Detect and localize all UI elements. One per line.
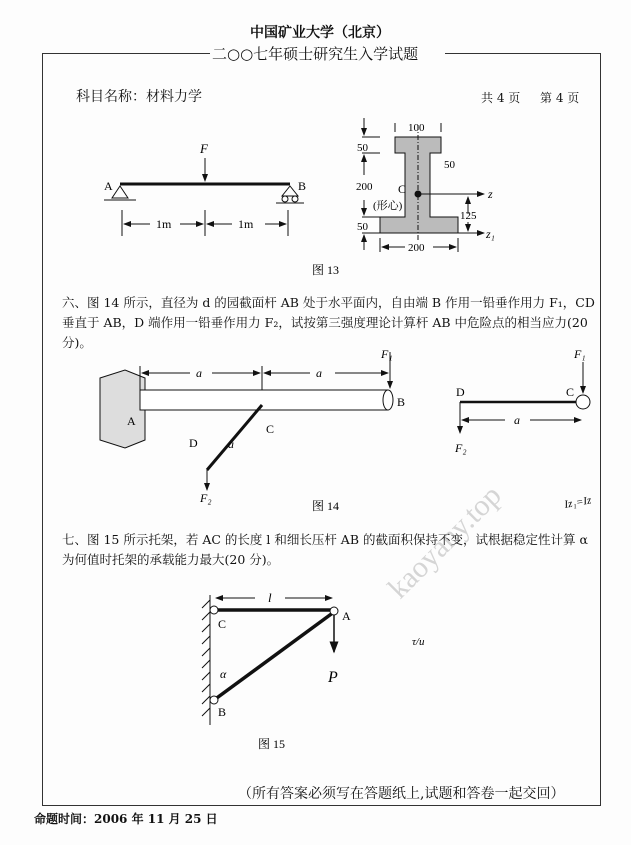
dim-200-height: 200 (356, 181, 373, 193)
dim-a-3: a (228, 437, 234, 451)
page-count: 共 4 页 (481, 91, 521, 105)
label-C: C (266, 422, 275, 436)
dim-50-bottom: 50 (357, 221, 368, 233)
dim-200-width: 200 (408, 242, 425, 254)
label-A: A (342, 609, 351, 623)
label-F2-right: F₂ (455, 441, 467, 455)
axis-z1: z₁ (486, 227, 495, 241)
label-F1: F₁ (381, 347, 393, 361)
dim-l: l (268, 590, 272, 605)
dim-125: 125 (460, 210, 477, 222)
exam-title: 二○○七年硕士研究生入学试题 (212, 45, 419, 63)
dim-50-top: 50 (357, 142, 368, 154)
label-C-right: C (566, 385, 575, 399)
figure-13-caption: 图 13 (312, 263, 340, 277)
dim-a-2: a (316, 366, 322, 380)
figure-15-caption: 图 15 (258, 737, 286, 751)
dim-100: 100 (408, 122, 425, 134)
dim-a-4: a (514, 413, 520, 427)
university-name: 中国矿业大学（北京） (250, 25, 390, 41)
dim-50-web: 50 (444, 159, 455, 171)
label-F1-right: F₁ (574, 347, 586, 361)
figure-13-i-section (362, 118, 484, 252)
dim-1m-left: 1m (156, 217, 172, 231)
label-alpha: α (220, 667, 227, 681)
watermark: kaoyany.top (381, 478, 508, 605)
label-B: B (298, 179, 307, 193)
label-B: B (397, 395, 406, 409)
label-A: A (127, 414, 136, 428)
question-7: 七、图 15 所示托架，若 AC 的长度 l 和细长压杆 AB 的截面积保持不变，试根据稳定性计算 α 为何值时托架的承载能力最大(20 分)。 (62, 532, 588, 567)
dim-1m-right: 1m (238, 217, 254, 231)
axis-z: z (488, 187, 493, 201)
label-D: D (189, 436, 198, 450)
handwritten-note-2: τ/u (412, 636, 425, 648)
centroid-label: (形心) (373, 200, 403, 212)
subject-label: 科目名称：材料力学 (76, 89, 202, 105)
label-C-centroid: C (398, 182, 407, 196)
handwritten-note-1: Iz₁=Iz (563, 494, 593, 511)
exam-date: 命题时间：2006 年 11 月 25 日 (34, 812, 218, 826)
label-A: A (104, 179, 113, 193)
label-D-right: D (456, 385, 465, 399)
dim-a-1: a (196, 366, 202, 380)
label-F2: F₂ (200, 491, 212, 505)
label-C: C (218, 617, 227, 631)
label-P: P (328, 669, 338, 686)
question-6: 六、图 14 所示，直径为 d 的园截面杆 AB 处于水平面内，自由端 B 作用一铅垂作用力 F₁，CD 垂直于 AB，D 端作用一铅垂作用力 F₂，试按第三强度理论计算杆 AB 中危险点的相当应力(20 分)。 (62, 295, 595, 350)
page-number: 第 4 页 (540, 91, 580, 105)
figure-13-beam (104, 158, 307, 236)
figure-14-caption: 图 14 (312, 499, 340, 513)
submission-notice: （所有答案必须写在答题纸上,试题和答卷一起交回） (238, 786, 565, 802)
label-B: B (218, 705, 227, 719)
label-F: F (200, 141, 208, 156)
